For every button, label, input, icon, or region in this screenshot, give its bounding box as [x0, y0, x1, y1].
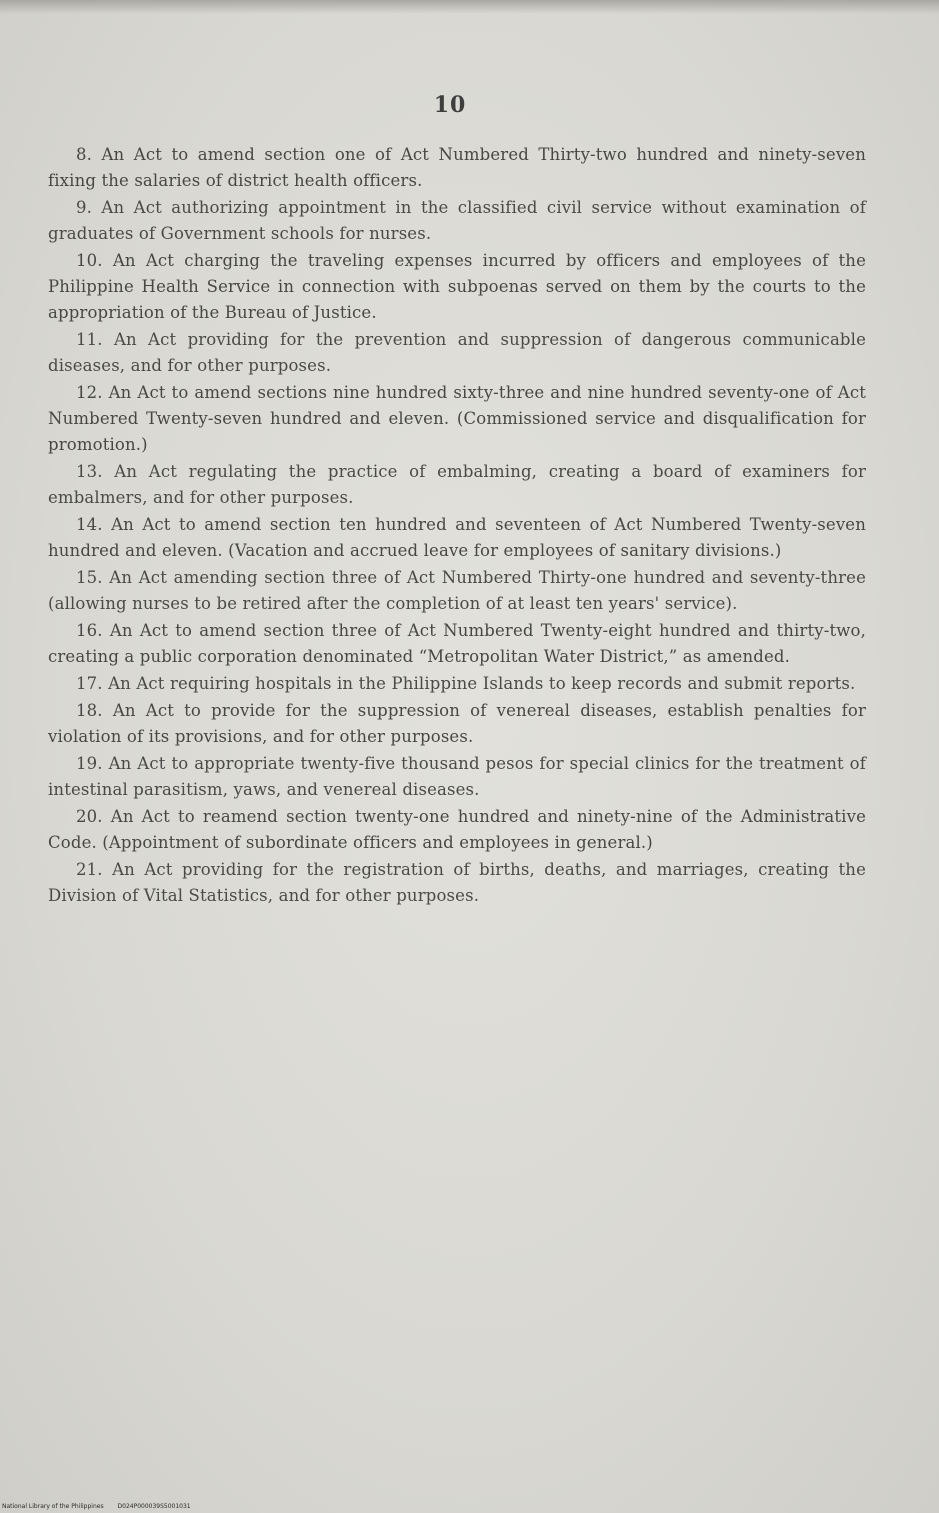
act-item-21: 21. An Act providing for the registration of births, deaths, and marriages, creating the Division of Vital Statistics, and for other purposes.: [48, 860, 866, 905]
page-number: 10: [433, 92, 467, 118]
footer-institution: National Library of the Philippines: [2, 1503, 104, 1510]
act-item-9: 9. An Act authorizing appointment in the classified civil service without examination of graduates of Government schools for nurses.: [48, 198, 866, 243]
scan-footer: [2, 1503, 203, 1510]
act-item-10: 10. An Act charging the traveling expenses incurred by officers and employees of the Philippine Health Service in connection with subpoenas served on them by the courts to the appropriation of the Bureau of Justice.: [48, 251, 866, 322]
act-item-14: 14. An Act to amend section ten hundred and seventeen of Act Numbered Twenty-seven hundred and eleven. (Vacation and accrued leave for employees of sanitary divisions.): [48, 515, 866, 560]
acts-list: [48, 142, 866, 910]
act-item-17: 17. An Act requiring hospitals in the Philippine Islands to keep records and submit reports.: [76, 674, 856, 693]
act-item-20: 20. An Act to reamend section twenty-one hundred and ninety-nine of the Administrative Code. (Appointment of subordinate officers and employees in general.): [48, 807, 866, 852]
act-item-15: 15. An Act amending section three of Act Numbered Thirty-one hundred and seventy-three (allowing nurses to be retired after the completion of at least ten years' service).: [48, 568, 866, 613]
act-item-12: 12. An Act to amend sections nine hundred sixty-three and nine hundred seventy-one of Act Numbered Twenty-seven hundred and eleven. (Commissioned service and disqualification for promotion.): [48, 383, 866, 454]
act-item-11: 11. An Act providing for the prevention and suppression of dangerous communicable diseases, and for other purposes.: [48, 330, 866, 375]
scan-edge-shadow: [0, 0, 939, 14]
act-item-13: 13. An Act regulating the practice of embalming, creating a board of examiners for embalmers, and for other purposes.: [48, 462, 866, 507]
footer-identifier: D024P000039S5001031: [117, 1503, 191, 1510]
act-item-16: 16. An Act to amend section three of Act Numbered Twenty-eight hundred and thirty-two, creating a public corporation denominated “Metropolitan Water District,” as amended.: [48, 621, 866, 666]
act-item-18: 18. An Act to provide for the suppression of venereal diseases, establish penalties for violation of its provisions, and for other purposes.: [48, 701, 866, 746]
act-item-8: 8. An Act to amend section one of Act Numbered Thirty-two hundred and ninety-seven fixing the salaries of district health officers.: [48, 145, 866, 190]
act-item-19: 19. An Act to appropriate twenty-five thousand pesos for special clinics for the treatment of intestinal parasitism, yaws, and venereal diseases.: [48, 754, 866, 799]
